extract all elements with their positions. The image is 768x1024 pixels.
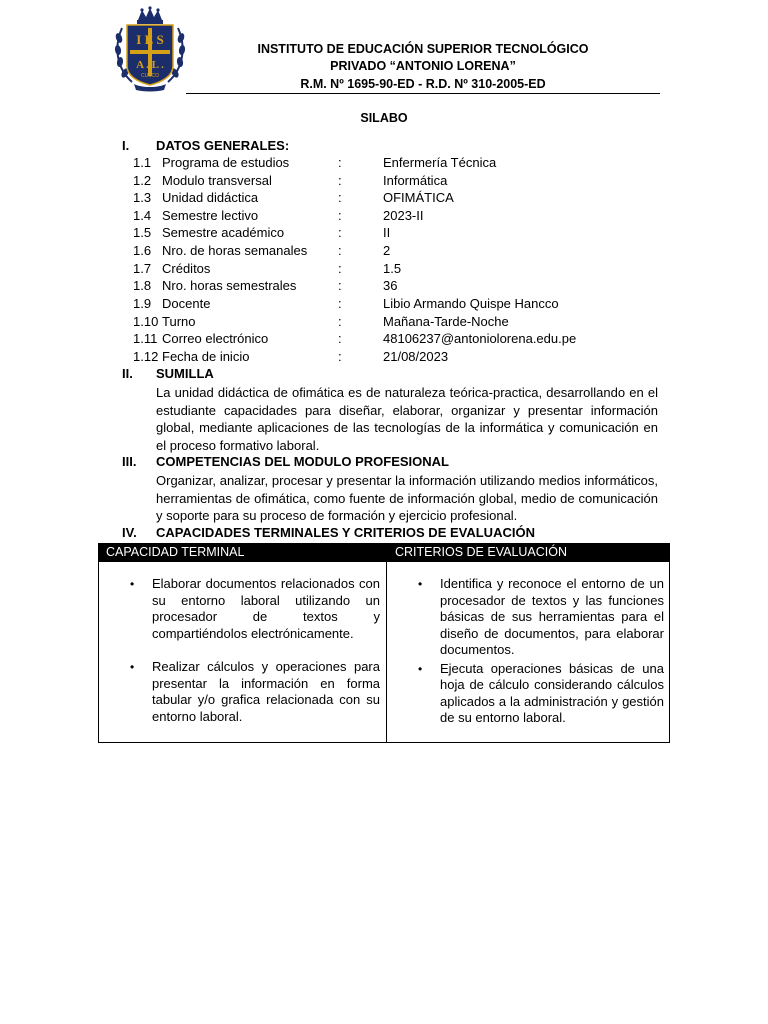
datos-row [0, 190, 768, 208]
list-item-text: Ejecuta operaciones básicas de una hoja de cálculo considerando cálculos aplicados a la administración y gestión de su entorno laboral. [440, 660, 664, 725]
row-value: 48106237@antoniolorena.edu.pe [383, 331, 577, 346]
datos-row [0, 296, 768, 314]
criterios-evaluacion-cell [418, 576, 664, 744]
competencias-paragraph: Organizar, analizar, procesar y presentar la información utilizando medios informáticos, herramientas de ofimática, como fuente de información global, medio de comunicación y soporte para su proceso de formación y ejercicio profesional. [156, 473, 658, 524]
row-label: Nro. horas semestrales [162, 278, 297, 293]
row-label: Fecha de inicio [162, 349, 250, 364]
row-label: Semestre académico [162, 225, 285, 240]
column-divider [386, 561, 387, 743]
row-label: Programa de estudios [162, 155, 290, 170]
svg-text:CUSCO: CUSCO [140, 73, 160, 79]
section-3-number: III. [122, 454, 137, 469]
row-number: 1.5 [133, 225, 152, 240]
section-2-number: II. [122, 366, 133, 381]
row-number: 1.3 [133, 190, 152, 205]
institute-name-line1: INSTITUTO DE EDUCACIÓN SUPERIOR TECNOLÓGICO [257, 42, 589, 56]
section-1-number: I. [122, 138, 130, 153]
row-label: Docente [162, 296, 211, 311]
row-value: 21/08/2023 [383, 349, 449, 364]
row-number: 1.9 [133, 296, 152, 311]
row-label: Turno [162, 314, 196, 329]
datos-row [0, 173, 768, 191]
datos-row [0, 208, 768, 226]
row-number: 1.8 [133, 278, 152, 293]
list-item [418, 576, 664, 659]
list-item [130, 659, 380, 725]
row-label: Modulo transversal [162, 173, 272, 188]
section-4-number: IV. [122, 525, 137, 540]
row-colon: : [338, 208, 342, 223]
row-value: 1.5 [383, 261, 402, 276]
row-value: Mañana-Tarde-Noche [383, 314, 509, 329]
datos-row [0, 243, 768, 261]
row-colon: : [338, 225, 342, 240]
row-colon: : [338, 190, 342, 205]
row-label: Nro. de horas semanales [162, 243, 308, 258]
bullet-icon: • [130, 577, 135, 591]
document-title: SILABO [360, 111, 408, 125]
list-item [130, 576, 380, 642]
row-label: Créditos [162, 261, 211, 276]
datos-row [0, 331, 768, 349]
institute-name-line2: PRIVADO “ANTONIO LORENA” [330, 59, 516, 73]
row-colon: : [338, 296, 342, 311]
list-item-text: Identifica y reconoce el entorno de un procesador de textos y las funciones básicas de sus herramientas para el diseño de documentos, para elaborar documentos. [440, 576, 664, 657]
list-item-text: Elaborar documentos relacionados con su entorno laboral utilizando un procesador de textos y compartiéndolos electrónicamente. [152, 576, 380, 641]
bullet-icon: • [130, 660, 135, 674]
row-number: 1.11 [133, 331, 158, 346]
section-1-title: DATOS GENERALES: [156, 138, 290, 153]
row-colon: : [338, 331, 342, 346]
row-number: 1.1 [133, 155, 152, 170]
header-divider-line [99, 561, 669, 562]
row-label: Unidad didáctica [162, 190, 259, 205]
datos-row [0, 314, 768, 332]
row-number: 1.12 [133, 349, 159, 364]
row-value: 36 [383, 278, 398, 293]
row-number: 1.10 [133, 314, 159, 329]
sumilla-paragraph: La unidad didáctica de ofimática es de naturaleza teórica-practica, desarrollando en el estudiante capacidades para diseñar, elaborar, organizar y presentar información global, mediante aplicaciones de las tecnologías de la informática y comunicación en el proceso formativo laboral. [156, 385, 658, 453]
institute-logo [112, 6, 188, 92]
row-value: Informática [383, 173, 448, 188]
row-value: Libio Armando Quispe Hancco [383, 296, 559, 311]
row-number: 1.2 [133, 173, 152, 188]
row-colon: : [338, 155, 342, 170]
list-item-text: Realizar cálculos y operaciones para presentar la información en forma tabular y/o grafica relacionada con su entorno laboral. [152, 659, 380, 724]
row-label: Correo electrónico [162, 331, 269, 346]
svg-text:I E S: I E S [136, 32, 164, 47]
header-capacidad-terminal: CAPACIDAD TERMINAL [106, 545, 245, 559]
capacidades-table [98, 543, 670, 743]
bullet-icon: • [418, 661, 423, 676]
row-number: 1.6 [133, 243, 152, 258]
institute-resolution: R.M. Nº 1695-90-ED - R.D. Nº 310-2005-ED [300, 77, 546, 91]
row-colon: : [338, 314, 342, 329]
row-label: Semestre lectivo [162, 208, 259, 223]
row-value: 2023-II [383, 208, 424, 223]
row-colon: : [338, 173, 342, 188]
list-item [418, 660, 664, 727]
table-header [99, 544, 669, 561]
header-divider [186, 93, 660, 94]
row-colon: : [338, 243, 342, 258]
section-2-title: SUMILLA [156, 366, 214, 381]
capacidad-terminal-cell [130, 576, 380, 742]
row-number: 1.7 [133, 261, 152, 276]
row-value: OFIMÁTICA [383, 190, 454, 205]
datos-row [0, 155, 768, 173]
row-value: Enfermería Técnica [383, 155, 497, 170]
section-4-title: CAPACIDADES TERMINALES Y CRITERIOS DE EVALUACIÓN [156, 525, 535, 540]
svg-text:A . L .: A . L . [136, 59, 164, 71]
datos-row [0, 225, 768, 243]
datos-row [0, 278, 768, 296]
datos-row [0, 261, 768, 279]
row-value: 2 [383, 243, 391, 258]
bullet-icon: • [418, 577, 423, 591]
datos-row [0, 349, 768, 367]
row-colon: : [338, 349, 342, 364]
section-3-title: COMPETENCIAS DEL MODULO PROFESIONAL [156, 454, 449, 469]
row-colon: : [338, 261, 342, 276]
header-criterios-evaluacion: CRITERIOS DE EVALUACIÓN [395, 545, 568, 559]
row-value: II [383, 225, 391, 240]
row-number: 1.4 [133, 208, 152, 223]
row-colon: : [338, 278, 342, 293]
